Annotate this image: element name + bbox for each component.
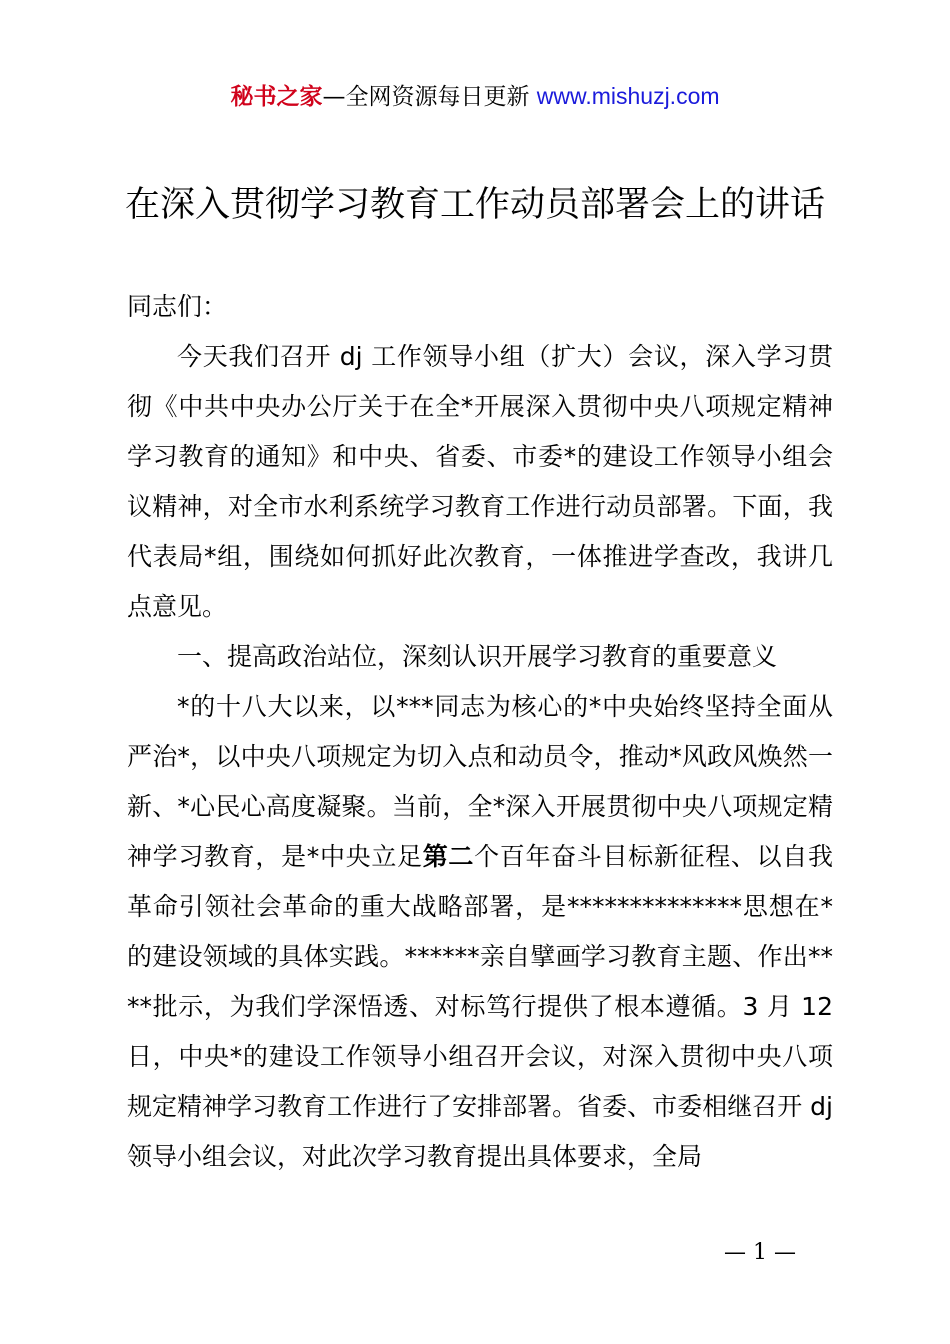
salutation: 同志们： (127, 292, 228, 321)
paragraph-section-one (127, 682, 833, 1182)
document-title: 在深入贯彻学习教育工作动员部署会上的讲话 (124, 185, 825, 225)
header-tagline: —全网资源每日更新 (322, 84, 537, 110)
paragraph-bold-text: 第二 (422, 842, 475, 871)
document-body (127, 282, 833, 1182)
section-heading: 一、提高政治站位，深刻认识开展学习教育的重要意义 (177, 642, 778, 671)
site-url-link[interactable]: www.mishuzj.com (536, 83, 720, 109)
site-header (0, 80, 950, 113)
brand-name: 秘书之家 (230, 84, 323, 110)
paragraph-intro: 今天我们召开 dj 工作领导小组（扩大）会议，深入学习贯彻《中共中央办公厅关于在全*开展深入贯彻中央八项规定精神学习教育的通知》和中央、省委、市委*的建设工作领导小组会议精神，对全市水利系统学习教育工作进行动员部署。下面，我代表局*组，围绕如何抓好此次教育，一体推进学查改，我讲几点意见。 (127, 342, 833, 621)
page-number: — 1 — (724, 1240, 796, 1265)
paragraph-text-part: *的十八大以来，以***同志为核心的*中央始终坚持全面从严治*，以中央八项规定为切入点和动员令，推动*风政风焕然一新、*心民心高度凝聚。当前，全*深入开展贯彻中央八项规定精神学习教育，是*中央立足 (127, 692, 833, 871)
paragraph-text-part: 个百年奋斗目标新征程、以自我革命引领社会革命的重大战略部署，是**************思想在*的建设领域的具体实践。******亲自擘画学习教育主题、作出****批示，为我们学深悟透、对标笃行提供了根本遵循。3 月 12 日，中央*的建设工作领导小组召开会议，对深入贯彻中央八项规定精神学习教育工作进行了安排部署。省委、市委相继召开 dj 领导小组会议，对此次学习教育提出具体要求，全局 (127, 842, 833, 1171)
